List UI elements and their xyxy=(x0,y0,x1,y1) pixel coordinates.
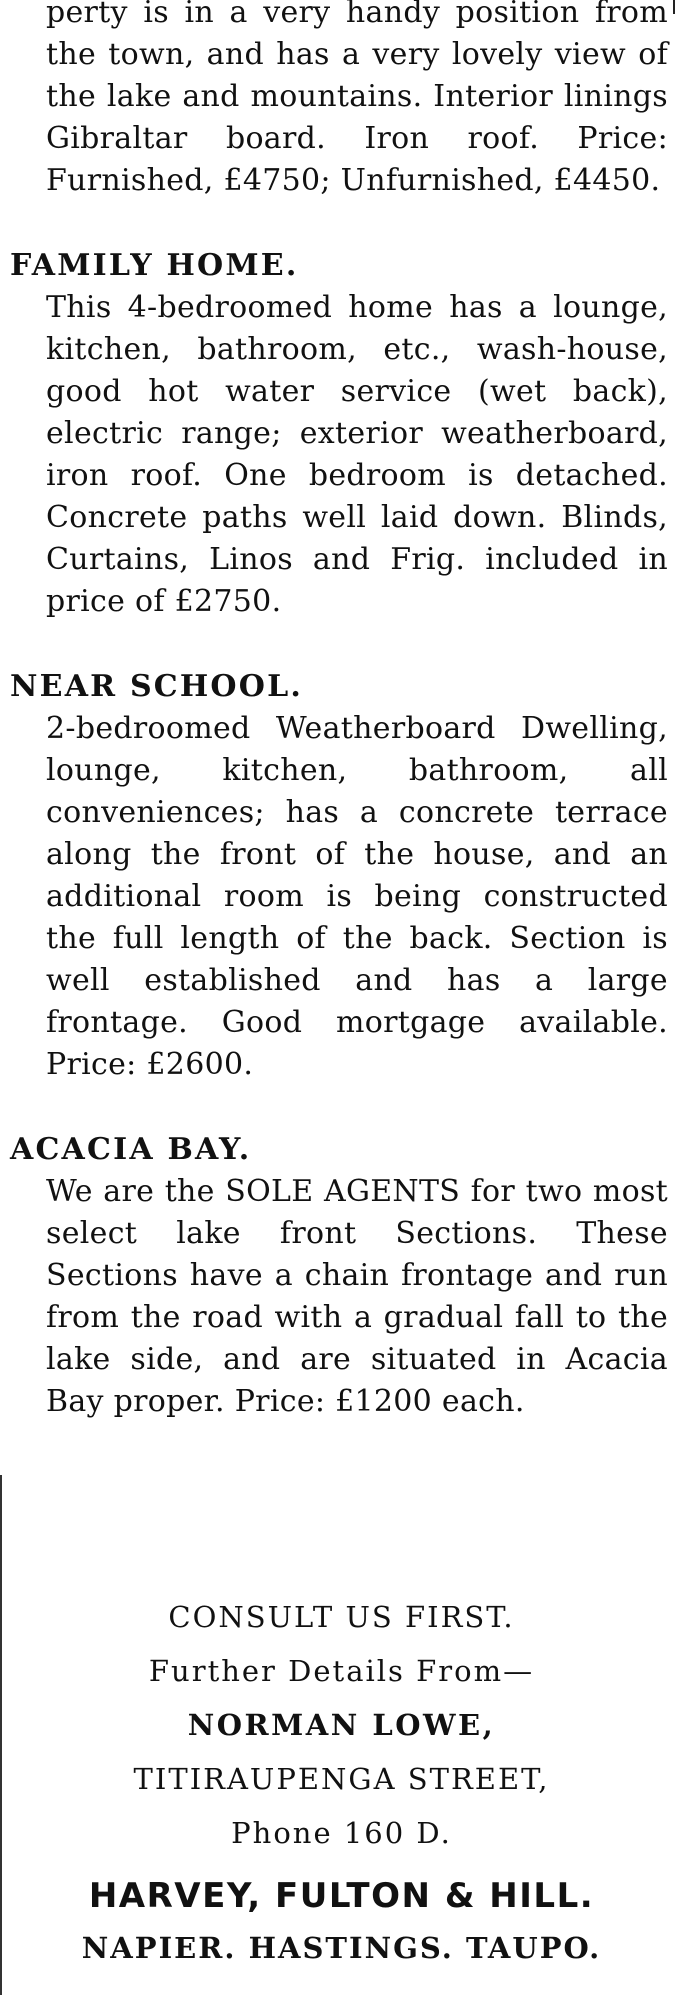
listing-heading: NEAR SCHOOL. xyxy=(10,669,304,704)
firm-name: HARVEY, FULTON & HILL. xyxy=(88,1876,595,1916)
consult-line: CONSULT US FIRST. xyxy=(168,1600,515,1634)
listing-text: perty is in a very handy position from the town, and has a very lovely view of the lake and mountains. Interior linings Gibraltar board. Iron roof. Price: Furnished, £4750; Unfurnished, £4450. xyxy=(46,0,668,198)
listing-heading: ACACIA BAY. xyxy=(10,1132,252,1167)
agent-phone: Phone 160 D. xyxy=(231,1816,452,1850)
agent-street: TITIRAUPENGA STREET, xyxy=(133,1762,550,1796)
column-rule xyxy=(673,0,675,14)
listings-column xyxy=(10,0,670,1465)
further-details-line: Further Details From— xyxy=(148,1654,535,1688)
listing-text: We are the SOLE AGENTS for two most select lake front Sections. These Sections have a chain frontage and run from the road with a gradual fall to the lake side, and are situated in Acacia Bay proper. Price: £1200 each. xyxy=(46,1174,668,1419)
listing-heading: FAMILY HOME. xyxy=(10,248,299,283)
listing-text: 2-bedroomed Weatherboard Dwelling, lounge, kitchen, bathroom, all conveniences; has a concrete terrace along the front of the house, and an additional room is being constructed the full length of the back. Section is well established and has a large frontage. Good mortgage available. Price: £2600. xyxy=(46,711,668,1082)
listing-text: This 4-bedroomed home has a lounge, kitchen, bathroom, etc., wash-house, good hot water service (wet back), electric range; exterior weatherboard, iron roof. One bedroom is detached. Concrete paths well laid down. Blinds, Curtains, Linos and Frig. included in price of £2750. xyxy=(46,290,668,619)
firm-towns: NAPIER. HASTINGS. TAUPO. xyxy=(81,1931,602,1965)
agent-footer xyxy=(0,1590,683,1974)
agent-name: NORMAN LOWE, xyxy=(187,1708,496,1742)
